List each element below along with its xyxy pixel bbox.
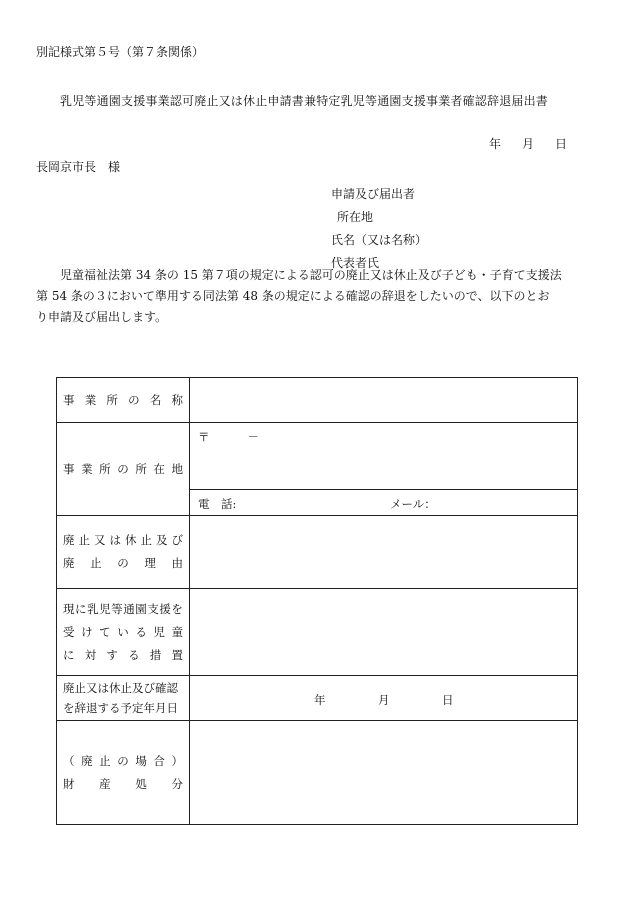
label-char: 地 <box>171 461 183 476</box>
date-year: 年 <box>489 137 502 151</box>
body-line-3: り申請及び届出します。 <box>36 310 168 324</box>
label-char: 称 <box>171 392 183 407</box>
reason-label <box>57 516 190 589</box>
label-char: 置 <box>171 647 183 662</box>
contact-row <box>190 490 578 516</box>
property-disposal-label <box>57 721 190 825</box>
body-line-1: 児童福祉法第 34 条の 15 第７項の規定による認可の廃止又は休止及び子ども・子育て支援法 <box>60 268 562 282</box>
body-paragraph <box>36 265 596 328</box>
label-char: の <box>128 392 140 407</box>
document-title: 乳児等通園支援事業認可廃止又は休止申請書兼特定乳児等通園支援事業者確認辞退届出書 <box>60 94 549 108</box>
label-char: の <box>117 753 129 768</box>
label-char: 現 <box>63 601 75 616</box>
label-char: て <box>99 624 111 639</box>
label-char: 措 <box>149 647 162 662</box>
planned-date-label <box>57 676 190 721</box>
label-char: 止 <box>99 753 111 768</box>
label-char: の <box>117 556 129 570</box>
measures-label <box>57 589 190 676</box>
label-char: 通 <box>123 601 135 616</box>
label-char: 名 <box>149 392 162 407</box>
applicant-heading: 申請及び届出者 <box>331 187 416 201</box>
planned-month: 月 <box>378 693 390 707</box>
label-char: 財 <box>63 776 75 791</box>
label-char: 産 <box>99 776 111 791</box>
applicant-representative-label: 代表者氏 <box>331 256 380 270</box>
label-char: 止 <box>140 533 152 547</box>
measures-label-line-2 <box>63 621 183 644</box>
planned-date-label-line-1: 廃止又は休止及び確認 <box>63 681 178 695</box>
label-char: 廃 <box>63 533 75 547</box>
label-char: 業 <box>84 392 97 407</box>
label-char: け <box>81 624 93 639</box>
postal-mark: 〒 <box>198 430 210 444</box>
planned-year: 年 <box>314 693 326 707</box>
body-line-2: 第 54 条の３において準用する同法第 48 条の規定による確認の辞退をしたいので、以下のとお <box>36 289 550 303</box>
date-day: 日 <box>555 137 568 151</box>
label-char: 児 <box>99 601 111 616</box>
planned-day: 日 <box>442 693 454 707</box>
label-char: 等 <box>111 601 123 616</box>
label-char: 及 <box>156 533 168 547</box>
property-label-line-2 <box>63 773 183 796</box>
reason-label-line-1 <box>63 529 183 552</box>
facility-name-label <box>57 378 190 423</box>
facility-location-label <box>57 423 190 516</box>
postal-dash: － <box>247 430 259 444</box>
label-char: 休 <box>125 533 137 547</box>
label-char: 援 <box>159 601 171 616</box>
label-char: 事 <box>63 392 75 407</box>
applicant-address-label: 所在地 <box>337 210 374 224</box>
label-char: 童 <box>171 624 183 639</box>
reason-field[interactable] <box>190 516 578 589</box>
addressee: 長岡京市長 様 <box>36 160 121 174</box>
label-char: 廃 <box>63 556 75 570</box>
label-char: 由 <box>171 556 183 570</box>
label-char: 処 <box>135 776 147 791</box>
applicant-name-label: 氏名（又は名称） <box>331 233 428 247</box>
label-char: ） <box>171 753 183 768</box>
label-char: 対 <box>84 647 97 662</box>
applicant-block <box>331 183 427 275</box>
label-char: 所 <box>99 461 111 476</box>
measures-field[interactable] <box>190 589 578 676</box>
label-char: 合 <box>153 753 165 768</box>
measures-label-line-1 <box>63 598 183 621</box>
date-line <box>489 135 567 152</box>
label-char: を <box>171 601 183 616</box>
facility-location-label-text <box>63 458 183 481</box>
label-char: 業 <box>81 461 93 476</box>
label-char: の <box>117 461 129 476</box>
property-label-line-1 <box>63 750 183 773</box>
label-char: 止 <box>90 556 102 570</box>
label-char: 乳 <box>87 601 99 616</box>
label-char: 園 <box>135 601 147 616</box>
label-char: 廃 <box>81 753 93 768</box>
facility-name-field[interactable] <box>190 378 578 423</box>
label-char: 所 <box>135 461 147 476</box>
label-char: は <box>109 533 121 547</box>
label-char: い <box>117 624 129 639</box>
label-char: 受 <box>63 624 75 639</box>
label-char: 分 <box>171 776 183 791</box>
application-form-table <box>56 377 578 825</box>
phone-label: 電 話: <box>198 497 237 511</box>
label-char: る <box>135 624 147 639</box>
planned-date-label-line-2: を辞退する予定年月日 <box>63 701 178 715</box>
facility-name-label-text <box>63 389 183 412</box>
property-disposal-field[interactable] <box>190 721 578 825</box>
measures-label-line-3 <box>63 644 183 667</box>
label-char: 止 <box>78 533 90 547</box>
planned-date-field[interactable] <box>190 676 578 721</box>
label-char: に <box>75 601 87 616</box>
label-char: 事 <box>63 461 75 476</box>
form-number: 別記様式第５号（第７条関係） <box>36 45 205 59</box>
mail-label: メール： <box>390 497 436 511</box>
label-char: す <box>106 647 118 662</box>
label-char: 場 <box>135 753 147 768</box>
label-char: 所 <box>106 392 118 407</box>
label-char: 児 <box>153 624 165 639</box>
label-char: に <box>63 647 75 662</box>
label-char: る <box>128 647 140 662</box>
label-char: び <box>171 533 183 547</box>
label-char: （ <box>63 753 75 768</box>
date-month: 月 <box>522 137 535 151</box>
reason-label-line-2 <box>63 552 183 575</box>
facility-address-field[interactable] <box>190 423 578 490</box>
label-char: 又 <box>94 533 106 547</box>
label-char: 在 <box>153 461 165 476</box>
label-char: 支 <box>147 601 159 616</box>
label-char: 理 <box>144 556 156 570</box>
